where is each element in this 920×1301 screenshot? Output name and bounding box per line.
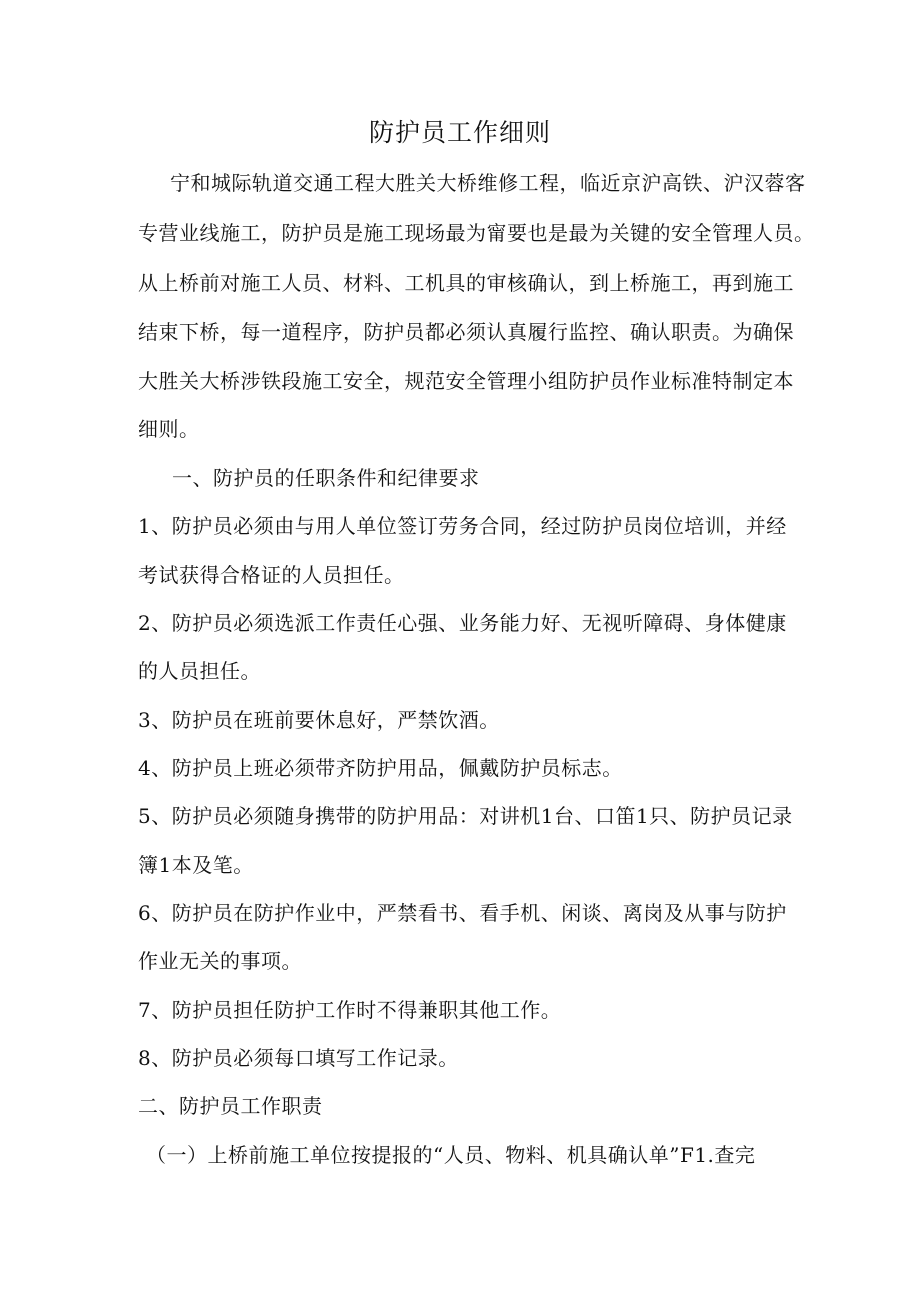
paragraph-line: 细则。	[138, 417, 200, 441]
list-item: 5、防护员必须随身携带的防护用品：对讲机1台、口笛1只、防护员记录	[138, 804, 793, 828]
paragraph-line: 大胜关大桥涉铁段施工安全，规范安全管理小组防护员作业标准特制定本	[138, 369, 794, 393]
list-item: 1、防护员必须由与用人单位签订劳务合同，经过防护员岗位培训，并经	[138, 514, 787, 538]
subsection-line: （一）上桥前施工单位按提报的“人员、物料、机具确认单”F1.查完	[146, 1143, 756, 1167]
paragraph-line: 宁和城际轨道交通工程大胜关大桥维修工程，临近京沪高铁、沪汉蓉客	[170, 171, 806, 195]
paragraph-line: 从上桥前对施工人员、材料、工机具的审核确认，到上桥施工，再到施工	[138, 271, 794, 295]
document-title: 防护员工作细则	[368, 118, 551, 147]
list-item-continuation: 的人员担任。	[138, 659, 261, 683]
paragraph-line: 结束下桥，每一道程序，防护员都必须认真履行监控、确认职责。为确保	[138, 320, 794, 344]
list-item: 3、防护员在班前要休息好，严禁饮酒。	[138, 708, 500, 732]
list-item: 4、防护员上班必须带齐防护用品，佩戴防护员标志。	[138, 756, 623, 780]
list-item: 2、防护员必须选派工作责任心强、业务能力好、无视听障碍、身体健康	[138, 611, 787, 635]
list-item: 6、防护员在防护作业中，严禁看书、看手机、闲谈、离岗及从事与防护	[138, 901, 787, 925]
list-item-continuation: 簿1本及笔。	[138, 853, 254, 877]
list-item: 7、防护员担任防护工作时不得兼职其他工作。	[138, 998, 562, 1022]
section-heading: 二、防护员工作职责	[138, 1094, 323, 1118]
list-item: 8、防护员必须每口填写工作记录。	[138, 1046, 459, 1070]
list-item-continuation: 考试获得合格证的人员担任。	[138, 563, 405, 587]
paragraph-line: 专营业线施工，防护员是施工现场最为甯要也是最为关键的安全管理人员。	[138, 221, 815, 245]
section-heading: 一、防护员的任职条件和纪律要求	[172, 466, 480, 490]
list-item-continuation: 作业无关的事项。	[138, 949, 302, 973]
